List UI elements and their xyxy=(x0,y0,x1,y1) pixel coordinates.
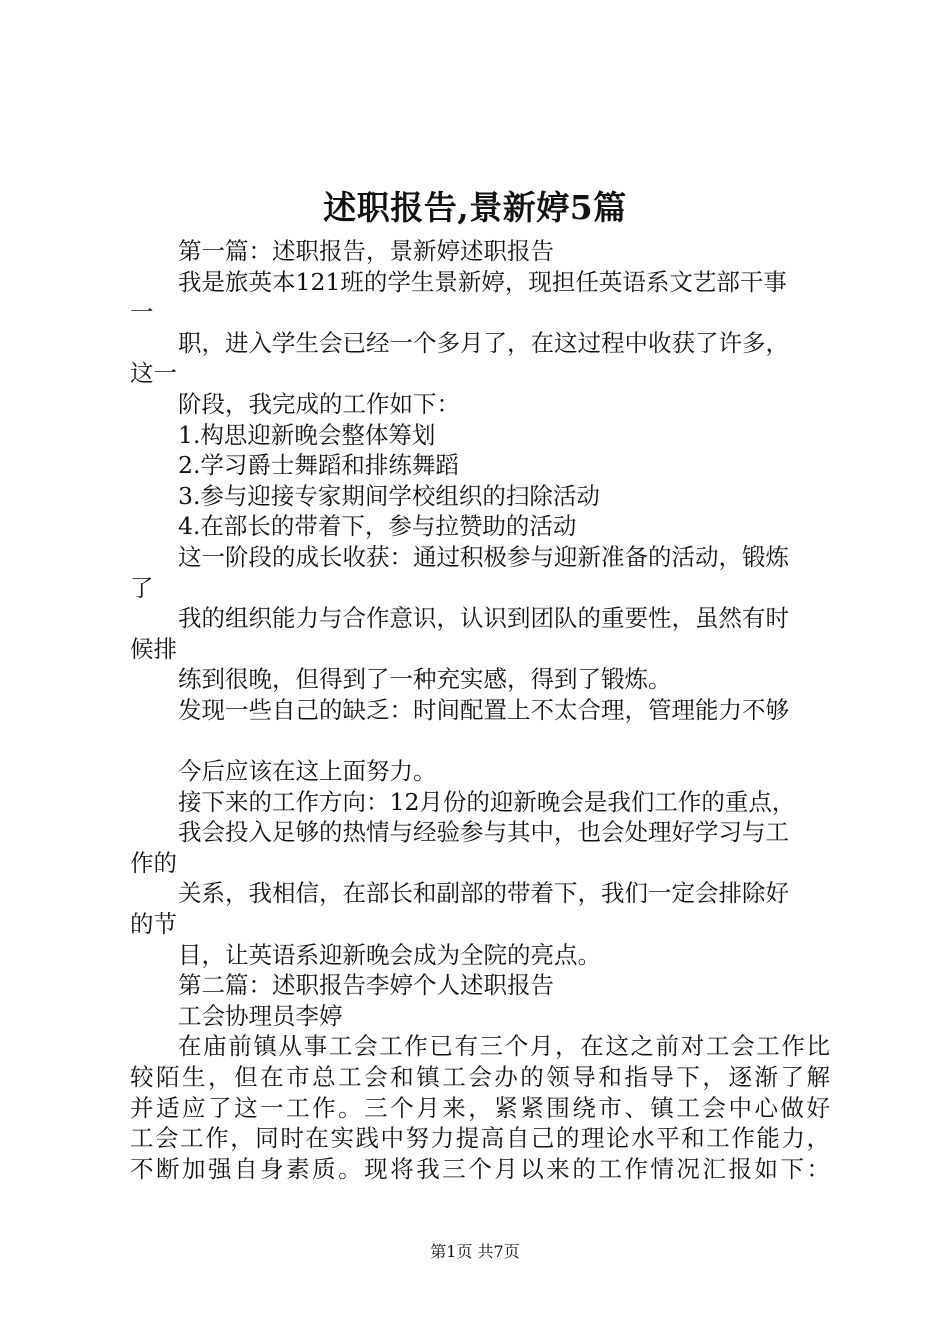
text-line: 这一阶段的成长收获：通过积极参与迎新准备的活动，锻炼 xyxy=(178,542,789,571)
text-line: 接下来的工作方向：12月份的迎新晚会是我们工作的重点， xyxy=(178,787,796,816)
text-line: 练到很晚，但得到了一种充实感，得到了锻炼。 xyxy=(178,665,672,694)
text-line: 1.构思迎新晚会整体筹划 xyxy=(178,420,436,449)
text-line: 4.在部长的带着下，参与拉赞助的活动 xyxy=(178,512,577,541)
text-line: 第一篇：述职报告，景新婷述职报告 xyxy=(178,237,554,265)
text-line: 关系，我相信，在部长和副部的带着下，我们一定会排除好 xyxy=(178,879,789,908)
text-line: 的节 xyxy=(130,910,177,939)
text-line: 第二篇：述职报告李婷个人述职报告 xyxy=(178,971,554,1000)
text-line: 候排 xyxy=(130,634,177,663)
text-line: 我会投入足够的热情与经验参与其中，也会处理好学习与工 xyxy=(178,818,789,847)
text-line: 今后应该在这上面努力。 xyxy=(178,757,437,786)
paragraph-line: 工会工作，同时在实践中努力提高自己的理论水平和工作能力， xyxy=(130,1124,830,1153)
paragraph-line: 较陌生，但在市总工会和镇工会办的领导和指导下，逐渐了解 xyxy=(130,1063,830,1092)
text-line xyxy=(130,726,830,757)
paragraph-line: 不断加强自身素质。现将我三个月以来的工作情况汇报如下： xyxy=(130,1154,830,1183)
text-line: 2.学习爵士舞蹈和排练舞蹈 xyxy=(178,451,459,480)
text-line: 这一 xyxy=(130,359,177,388)
paragraph-line: 在庙前镇从事工会工作已有三个月，在这之前对工会工作比 xyxy=(178,1032,830,1061)
text-line: 我的组织能力与合作意识，认识到团队的重要性，虽然有时 xyxy=(178,604,789,633)
text-line: 阶段，我完成的工作如下： xyxy=(178,389,460,418)
text-line: 了 xyxy=(130,573,154,602)
text-line: 我是旅英本121班的学生景新婷，现担任英语系文艺部干事 xyxy=(178,267,787,296)
text-line: 职，进入学生会已经一个多月了，在这过程中收获了许多， xyxy=(178,328,789,357)
document-title: 述职报告,景新婷5篇 xyxy=(323,188,627,227)
page-footer: 第1页 共7页 xyxy=(430,1242,520,1261)
text-lines xyxy=(130,236,830,1031)
text-line: 3.参与迎接专家期间学校组织的扫除活动 xyxy=(178,481,600,510)
text-line: 目，让英语系迎新晚会成为全院的亮点。 xyxy=(178,940,601,969)
text-line: 工会协理员李婷 xyxy=(178,1001,343,1030)
text-line: 作的 xyxy=(130,848,177,877)
paragraph-block xyxy=(130,1031,830,1184)
text-line: 发现一些自己的缺乏：时间配置上不太合理，管理能力不够 xyxy=(178,695,789,724)
paragraph-line: 并适应了这一工作。三个月来，紧紧围绕市、镇工会中心做好 xyxy=(130,1093,830,1122)
document-body xyxy=(130,236,830,1184)
text-line: 一 xyxy=(130,298,154,327)
